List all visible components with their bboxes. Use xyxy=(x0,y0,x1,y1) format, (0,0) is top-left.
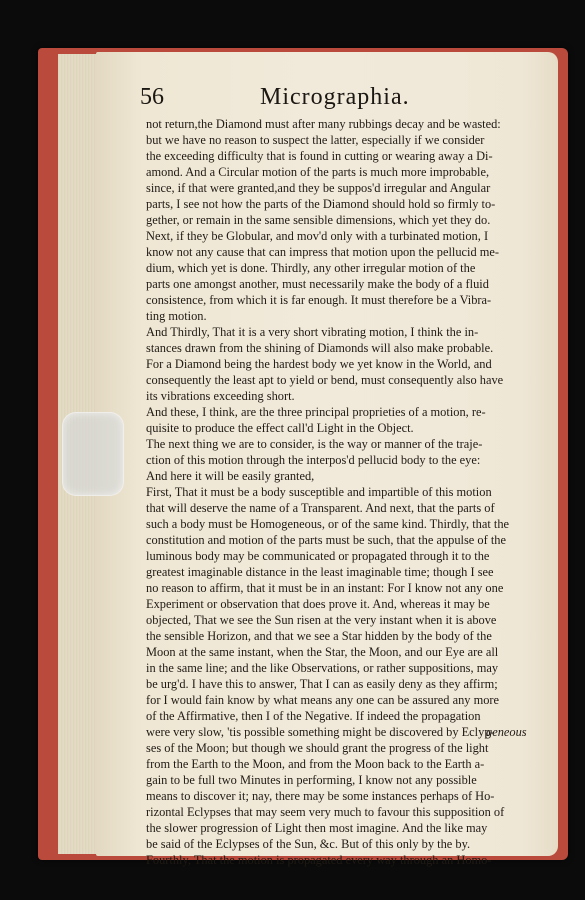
text-line: know not any cause that can impress that motion upon the pellucid me- xyxy=(146,245,500,259)
text-line: luminous body may be communicated or propagated through it to the xyxy=(146,549,490,563)
body-text xyxy=(146,116,526,868)
catchword: geneous xyxy=(486,725,527,739)
text-line: And here it will be easily granted, xyxy=(146,469,315,483)
text-line: no reason to affirm, that it must be in an instant: For I know not any one xyxy=(146,581,504,595)
text-line: were very slow, 'tis possible something might be discovered by Eclyp- xyxy=(146,725,495,739)
text-line: its vibrations exceeding short. xyxy=(146,389,295,403)
text-line: ses of the Moon; but though we should grant the progress of the light xyxy=(146,741,489,755)
text-line: amond. And a Circular motion of the parts is much more improbable, xyxy=(146,165,490,179)
text-line: means to discover it; nay, there may be some instances perhaps of Ho- xyxy=(146,789,495,803)
text-line: ction of this motion through the interpos'd pellucid body to the eye: xyxy=(146,453,481,467)
text-line: First, That it must be a body susceptible and impartible of this motion xyxy=(146,485,492,499)
text-line: of the Affirmative, then I of the Negative. If indeed the propagation xyxy=(146,709,481,723)
text-line: dium, which yet is done. Thirdly, any other irregular motion of the xyxy=(146,261,476,275)
text-line: consequently the least apt to yield or bend, must consequently also have xyxy=(146,373,504,387)
text-line: constitution and motion of the parts must be such, that the appulse of the xyxy=(146,533,506,547)
text-line: for I would fain know by what means any one can be assured any more xyxy=(146,693,500,707)
text-line: And these, I think, are the three principal proprieties of a motion, re- xyxy=(146,405,486,419)
text-line: the slower progression of Light then most imagine. And the like may xyxy=(146,821,488,835)
text-line: ting motion. xyxy=(146,309,207,323)
text-line: gain to be full two Minutes in performing, I know not any possible xyxy=(146,773,477,787)
text-line: greatest imaginable distance in the least imaginable time; though I see xyxy=(146,565,494,579)
text-line: quisite to produce the effect call'd Light in the Object. xyxy=(146,421,414,435)
text-line: objected, That we see the Sun risen at the very instant when it is above xyxy=(146,613,497,627)
text-line: Next, if they be Globular, and mov'd only with a turbinated motion, I xyxy=(146,229,489,243)
text-line: gether, or remain in the same sensible dimensions, which yet they do. xyxy=(146,213,491,227)
text-line: the exceeding difficulty that is found in cutting or wearing away a Di- xyxy=(146,149,493,163)
text-line: Fourthly, That the motion is propagated every way through an Homo- xyxy=(146,853,492,867)
text-line: And Thirdly, That it is a very short vibrating motion, I think the in- xyxy=(146,325,479,339)
text-line: rizontal Eclypses that may seem very much to favour this supposition of xyxy=(146,805,505,819)
text-line: from the Earth to the Moon, and from the Moon back to the Earth a- xyxy=(146,757,485,771)
text-line: stances drawn from the shining of Diamonds will also make probable. xyxy=(146,341,494,355)
page-clip xyxy=(62,412,124,496)
text-line: not return,the Diamond must after many rubbings decay and be wasted: xyxy=(146,117,501,131)
text-line: that will deserve the name of a Transparent. And next, that the parts of xyxy=(146,501,495,515)
text-line: but we have no reason to suspect the latter, especially if we consider xyxy=(146,133,485,147)
text-line: Experiment or observation that does prove it. And, whereas it may be xyxy=(146,597,490,611)
running-title: Micrographia. xyxy=(260,84,410,110)
text-line: parts, I see not how the parts of the Diamond should hold so firmly to- xyxy=(146,197,496,211)
text-line: The next thing we are to consider, is the way or manner of the traje- xyxy=(146,437,483,451)
text-line: since, if that were granted,and they be suppos'd irregular and Angular xyxy=(146,181,491,195)
text-line: consistence, from which it is far enough. It must therefore be a Vibra- xyxy=(146,293,492,307)
text-line: be said of the Eclypses of the Sun, &c. But of this only by the by. xyxy=(146,837,471,851)
text-line: the sensible Horizon, and that we see a Star hidden by the body of the xyxy=(146,629,492,643)
page-header xyxy=(140,82,520,116)
text-line: Moon at the same instant, when the Star, the Moon, and our Eye are all xyxy=(146,645,499,659)
text-line: For a Diamond being the hardest body we yet know in the World, and xyxy=(146,357,492,371)
text-line: parts one amongst another, must necessarily make the body of a fluid xyxy=(146,277,489,291)
text-line: in the same line; and the like Observations, or rather suppositions, may xyxy=(146,661,499,675)
page-number: 56 xyxy=(140,84,164,110)
text-line: be urg'd. I have this to answer, That I can as easily deny as they affirm; xyxy=(146,677,498,691)
text-line: such a body must be Homogeneous, or of the same kind. Thirdly, that the xyxy=(146,517,510,531)
